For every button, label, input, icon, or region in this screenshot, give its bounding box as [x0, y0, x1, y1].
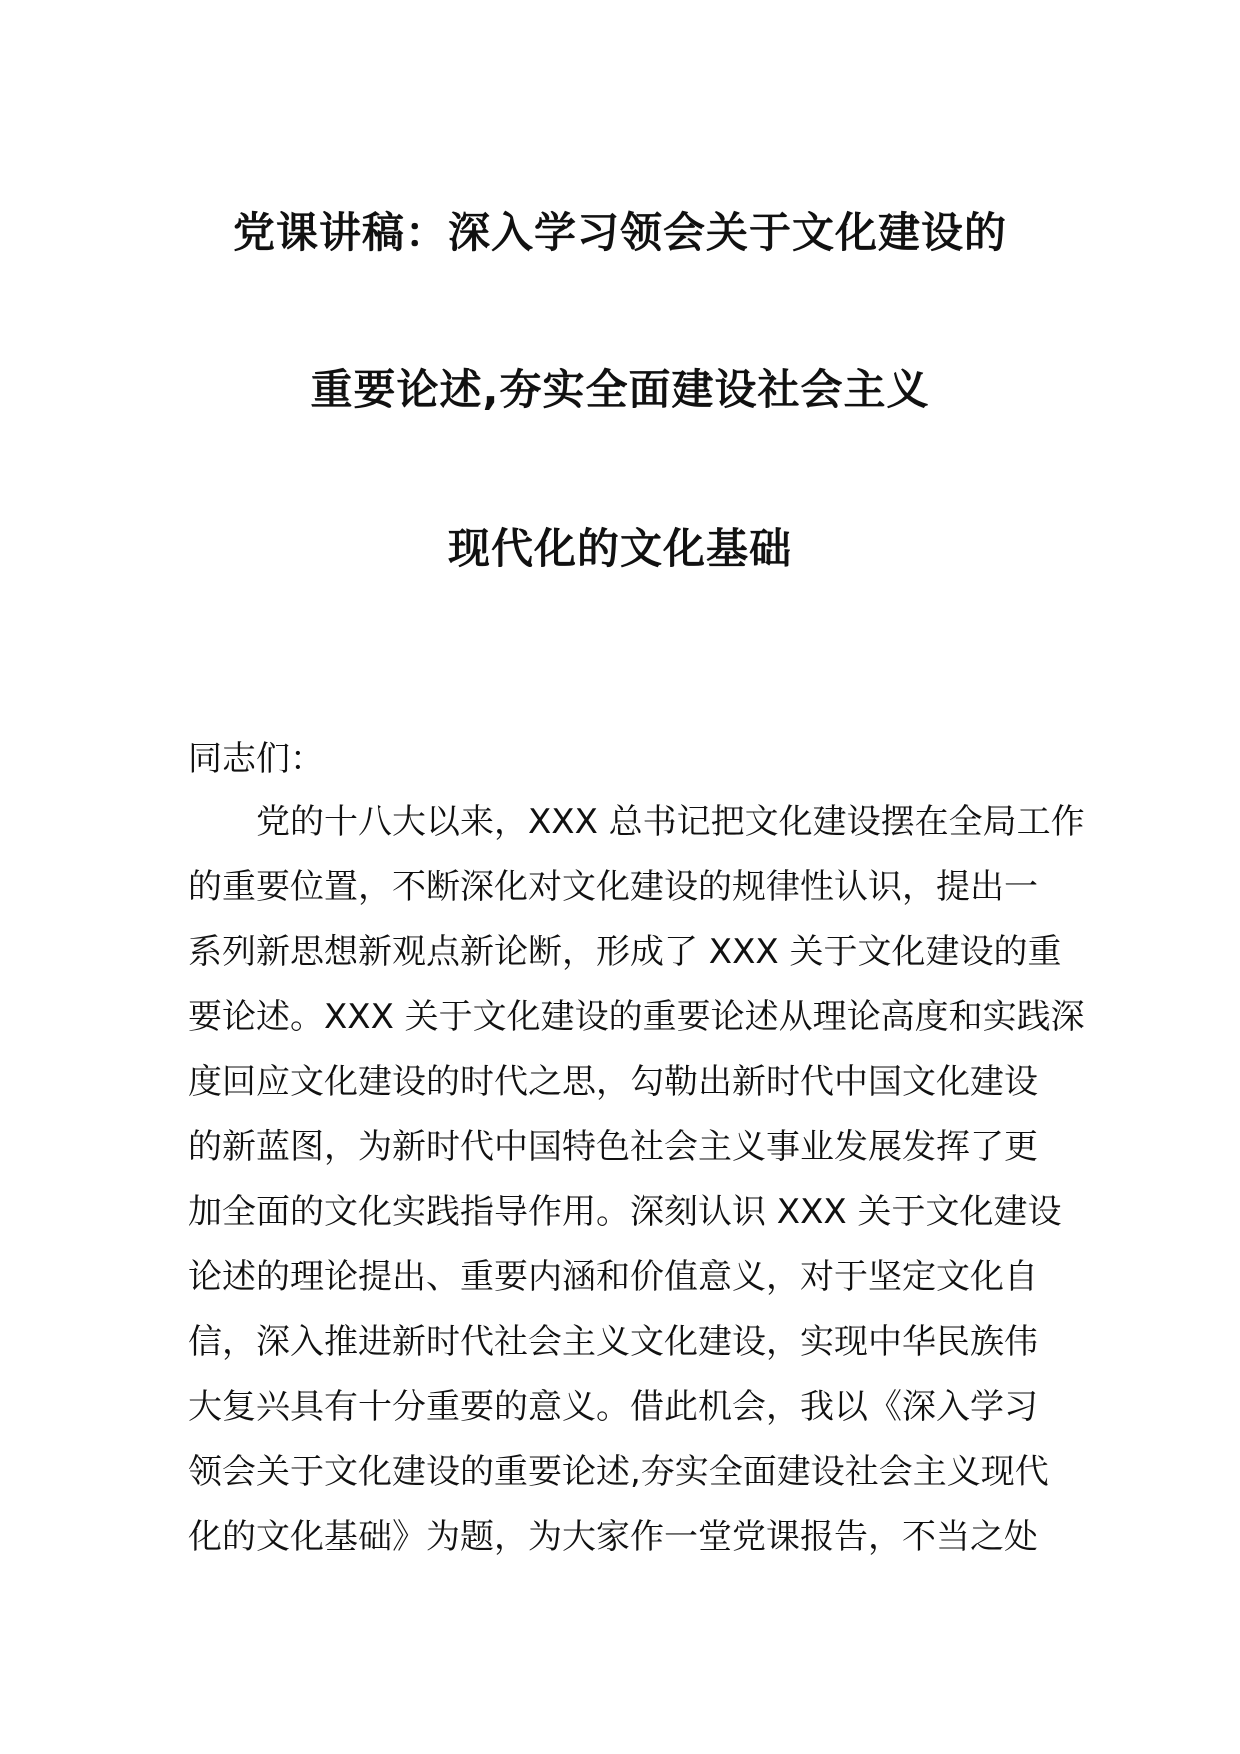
paragraph-line: 党的十八大以来，XXX 总书记把文化建设摆在全局工作: [256, 802, 1085, 842]
paragraph-line: 加全面的文化实践指导作用。深刻认识 XXX 关于文化建设: [188, 1192, 1062, 1232]
title-line-3: 现代化的文化基础: [447, 524, 792, 573]
paragraph-line: 信，深入推进新时代社会主义文化建设，实现中华民族伟: [188, 1322, 1038, 1362]
paragraph-line: 系列新思想新观点新论断，形成了 XXX 关于文化建设的重: [188, 932, 1062, 972]
paragraph-line: 要论述。XXX 关于文化建设的重要论述从理论高度和实践深: [188, 997, 1085, 1037]
salutation: 同志们：: [188, 739, 324, 779]
title-line-2: 重要论述,夯实全面建设社会主义: [310, 365, 930, 414]
paragraph-line: 论述的理论提出、重要内涵和价值意义，对于坚定文化自: [188, 1257, 1038, 1297]
paragraph-line: 的重要位置，不断深化对文化建设的规律性认识，提出一: [188, 867, 1038, 907]
paragraph-line: 的新蓝图，为新时代中国特色社会主义事业发展发挥了更: [188, 1127, 1038, 1167]
paragraph-line: 领会关于文化建设的重要论述,夯实全面建设社会主义现代: [188, 1452, 1049, 1492]
paragraph-line: 化的文化基础》为题，为大家作一堂党课报告，不当之处: [188, 1517, 1038, 1557]
paragraph-line: 大复兴具有十分重要的意义。借此机会，我以《深入学习: [188, 1387, 1038, 1427]
title-line-1: 党课讲稿：深入学习领会关于文化建设的: [232, 208, 1007, 257]
paragraph-line: 度回应文化建设的时代之思，勾勒出新时代中国文化建设: [188, 1062, 1038, 1102]
